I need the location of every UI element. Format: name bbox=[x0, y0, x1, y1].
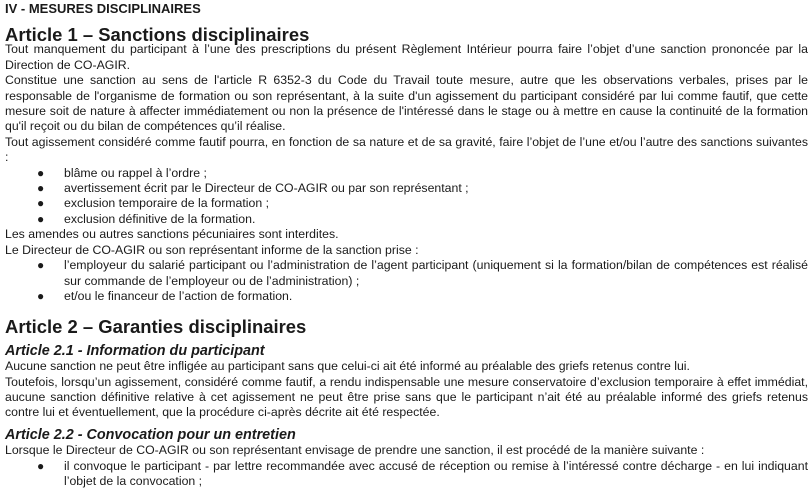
sanctions-list bbox=[5, 166, 810, 228]
list-item: ● exclusion définitive de la formation. bbox=[37, 211, 256, 226]
list-item: ● l’employeur du salarié participant ou l’administration de l’agent participant (uniquement si la formation/bilan de compétences est réalisé sur commande de l’employeur ou de l’administration) ; bbox=[37, 258, 808, 288]
list-item: ● exclusion temporaire de la formation ; bbox=[37, 196, 270, 211]
article-2-1-paragraph-1: Aucune sanction ne peut être infligée au participant sans que celui-ci ait été informé au préalable des griefs retenus contre lui. bbox=[5, 359, 690, 374]
article-1-paragraph-5: Le Directeur de CO-AGIR ou son représentant informe de la sanction prise : bbox=[5, 242, 419, 257]
article-2-1-title: Article 2.1 - Information du participant bbox=[5, 342, 265, 359]
article-2-title: Article 2 – Garanties disciplinaires bbox=[5, 316, 307, 338]
bullet-icon: ● bbox=[37, 165, 45, 180]
list-item: ● il convoque le participant - par lettre recommandée avec accusé de réception ou remise à l’intéressé contre décharge - en lui indiquant l’objet de la convocation ; bbox=[37, 458, 808, 488]
article-1 bbox=[5, 24, 810, 304]
article-1-paragraph-2: Constitue une sanction au sens de l'article R 6352-3 du Code du Travail toute mesure, autre que les observations verbales, prises par le responsable de l'organisme de formation ou son représentant, à la suite d'un agissement du participant considéré par lui comme fautif, que cette mesure soit de nature à affecter immédiatement ou non la présence de l'intéressé dans le stage ou à mettre en cause la continuité de la formation qu'il reçoit ou du bilan de compétences qu’il réalise. bbox=[5, 73, 808, 134]
list-item: ● blâme ou rappel à l’ordre ; bbox=[37, 165, 207, 180]
bullet-icon: ● bbox=[37, 458, 45, 473]
procedure-steps-list bbox=[5, 459, 810, 489]
article-2 bbox=[5, 316, 810, 489]
article-1-title: Article 1 – Sanctions disciplinaires bbox=[5, 24, 310, 45]
bullet-icon: ● bbox=[37, 181, 45, 196]
bullet-icon: ● bbox=[37, 211, 45, 226]
article-1-paragraph-1: Tout manquement du participant à l’une des prescriptions du présent Règlement Intérieur pourra faire l’objet d’une sanction prononcée par la Direction de CO-AGIR. bbox=[5, 42, 808, 72]
article-2-2-paragraph-1: Lorsque le Directeur de CO-AGIR ou son représentant envisage de prendre une sanction, il est procédé de la manière suivante : bbox=[5, 443, 705, 458]
list-item: ● avertissement écrit par le Directeur de CO-AGIR ou par son représentant ; bbox=[37, 181, 469, 196]
section-title: IV - MESURES DISCIPLINAIRES bbox=[5, 1, 201, 16]
article-2-1-paragraph-2: Toutefois, lorsqu’un agissement, considéré comme fautif, a rendu indispensable une mesure conservatoire d’exclusion temporaire à effet immédiat, aucune sanction définitive relative à cet agissement ne peut être prise sans que le participant n’ait été au préalable informé des griefs retenus contre lui et éventuellement, que la procédure ci-après décrite ait été respectée. bbox=[5, 374, 808, 420]
article-1-paragraph-4: Les amendes ou autres sanctions pécuniaires sont interdites. bbox=[5, 227, 339, 242]
article-2-2-title: Article 2.2 - Convocation pour un entretien bbox=[5, 426, 296, 443]
list-item: ● et/ou le financeur de l’action de formation. bbox=[37, 288, 293, 303]
article-1-paragraph-3: Tout agissement considéré comme fautif pourra, en fonction de sa nature et de sa gravité, faire l’objet de l’une et/ou l’autre des sanctions suivantes : bbox=[5, 134, 808, 165]
bullet-icon: ● bbox=[37, 258, 45, 273]
bullet-icon: ● bbox=[37, 196, 45, 211]
bullet-icon: ● bbox=[37, 288, 45, 303]
informed-parties-list bbox=[5, 258, 810, 304]
